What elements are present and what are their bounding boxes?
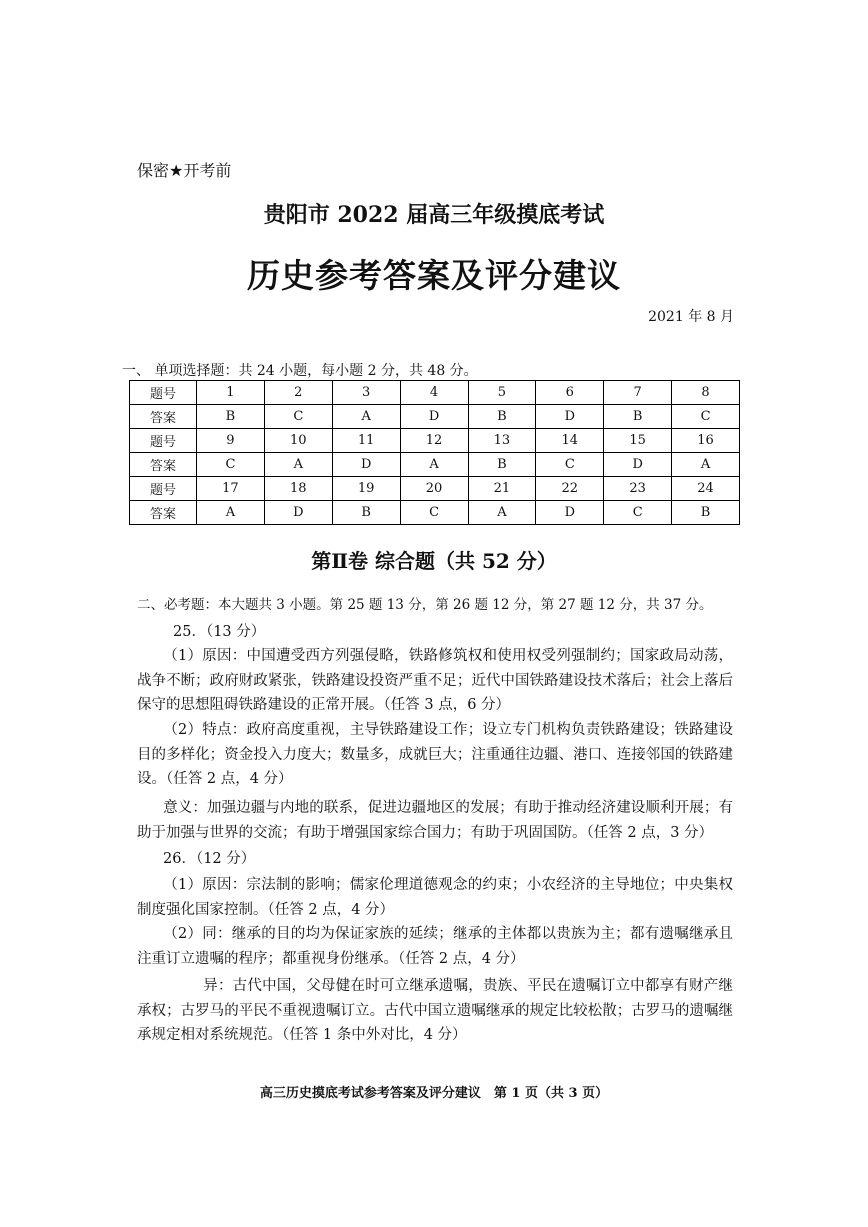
table-cell: C	[197, 453, 265, 477]
table-cell: 16	[672, 429, 740, 453]
date: 2021 年 8 月	[648, 309, 734, 325]
part2-heading: 第Ⅱ卷 综合题（共 52 分）	[311, 549, 557, 573]
table-cell: B	[604, 405, 672, 429]
table-cell: 23	[604, 477, 672, 501]
table-cell: A	[400, 453, 468, 477]
q25-answer-2-text: （2）特点：政府高度重视，主导铁路建设工作；设立专门机构负责铁路建设；铁路建设目的多样化；资金投入力度大；数量多，成就巨大；注重通往边疆、港口、连接邻国的铁路建设。（任答 2 点，4 分）	[137, 722, 733, 788]
q25-answer-2	[137, 718, 733, 792]
q26-answer-2	[137, 922, 733, 971]
table-cell: D	[332, 453, 400, 477]
table-cell: B	[332, 501, 400, 525]
table-cell: 8	[672, 381, 740, 405]
table-cell: D	[604, 453, 672, 477]
q25-answer-1	[137, 644, 733, 718]
row-label: 题号	[130, 381, 197, 405]
table-row	[130, 453, 740, 477]
answer-table	[129, 380, 740, 525]
table-cell: D	[536, 501, 604, 525]
q26-answer-3	[137, 974, 733, 1048]
q26-answer-2-text: （2）同：继承的目的均为保证家族的延续；继承的主体都以贵族为主；都有遗嘱继承且注重订立遗嘱的程序；都重视身份继承。（任答 2 点，4 分）	[137, 926, 733, 967]
table-cell: 20	[400, 477, 468, 501]
table-cell: 13	[468, 429, 536, 453]
q26-answer-3-text: 异：古代中国，父母健在时可立继承遗嘱，贵族、平民在遗嘱订立中都享有财产继承权；古罗马的平民不重视遗嘱订立。古代中国立遗嘱继承的规定比较松散；古罗马的遗嘱继承规定相对系统规范。（任答 1 条中外对比，4 分）	[137, 978, 733, 1044]
question-26-title: 26．（12 分）	[163, 851, 256, 867]
table-cell: 15	[604, 429, 672, 453]
table-cell: 21	[468, 477, 536, 501]
table-cell: 17	[197, 477, 265, 501]
table-cell: 2	[264, 381, 332, 405]
table-cell: 19	[332, 477, 400, 501]
table-cell: A	[197, 501, 265, 525]
document-title: 历史参考答案及评分建议	[247, 256, 621, 295]
q25-answer-1-text: （1）原因：中国遭受西方列强侵略，铁路修筑权和使用权受列强制约；国家政局动荡，战争不断；政府财政紧张，铁路建设投资严重不足；近代中国铁路建设技术落后；社会上落后保守的思想阻碍铁路建设的正常开展。（任答 3 点，6 分）	[137, 648, 733, 714]
table-cell: C	[672, 405, 740, 429]
q26-answer-1	[137, 873, 733, 922]
table-cell: D	[400, 405, 468, 429]
q25-answer-3-text: 意义：加强边疆与内地的联系，促进边疆地区的发展；有助于推动经济建设顺利开展；有助于加强与世界的交流；有助于增强国家综合国力；有助于巩固国防。（任答 2 点，3 分）	[137, 800, 733, 841]
table-row	[130, 405, 740, 429]
table-cell: C	[400, 501, 468, 525]
table-cell: C	[264, 405, 332, 429]
table-cell: B	[468, 453, 536, 477]
exam-title: 贵阳市 2022 届高三年级摸底考试	[263, 202, 605, 228]
table-cell: 18	[264, 477, 332, 501]
table-cell: 6	[536, 381, 604, 405]
table-row	[130, 429, 740, 453]
page-footer: 高三历史摸底考试参考答案及评分建议 第 1 页（共 3 页）	[259, 1086, 609, 1101]
row-label: 答案	[130, 405, 197, 429]
table-cell: A	[332, 405, 400, 429]
row-label: 题号	[130, 477, 197, 501]
row-label: 题号	[130, 429, 197, 453]
table-cell: C	[604, 501, 672, 525]
table-cell: A	[468, 501, 536, 525]
table-cell: 10	[264, 429, 332, 453]
row-label: 答案	[130, 501, 197, 525]
table-cell: 11	[332, 429, 400, 453]
table-cell: D	[264, 501, 332, 525]
table-row	[130, 477, 740, 501]
table-cell: 12	[400, 429, 468, 453]
table-cell: 9	[197, 429, 265, 453]
table-cell: 14	[536, 429, 604, 453]
table-cell: A	[672, 453, 740, 477]
row-label: 答案	[130, 453, 197, 477]
table-cell: 22	[536, 477, 604, 501]
q25-answer-3	[137, 796, 733, 845]
table-cell: 3	[332, 381, 400, 405]
section2-heading: 二、必考题：本大题共 3 小题。第 25 题 13 分，第 26 题 12 分，第 27 题 12 分，共 37 分。	[137, 597, 713, 613]
confidential-label: 保密★开考前	[137, 161, 232, 180]
table-cell: 4	[400, 381, 468, 405]
section1-heading: 一、 单项选择题：共 24 小题，每小题 2 分，共 48 分。	[122, 363, 478, 379]
table-cell: B	[672, 501, 740, 525]
table-cell: 24	[672, 477, 740, 501]
table-row	[130, 501, 740, 525]
table-cell: C	[536, 453, 604, 477]
question-25-title: 25．（13 分）	[173, 624, 266, 640]
table-row	[130, 381, 740, 405]
table-cell: B	[468, 405, 536, 429]
table-cell: 1	[197, 381, 265, 405]
table-cell: A	[264, 453, 332, 477]
q26-answer-1-text: （1）原因：宗法制的影响；儒家伦理道德观念的约束；小农经济的主导地位；中央集权制度强化国家控制。（任答 2 点，4 分）	[137, 877, 733, 918]
table-cell: 5	[468, 381, 536, 405]
table-cell: D	[536, 405, 604, 429]
table-cell: 7	[604, 381, 672, 405]
table-cell: B	[197, 405, 265, 429]
